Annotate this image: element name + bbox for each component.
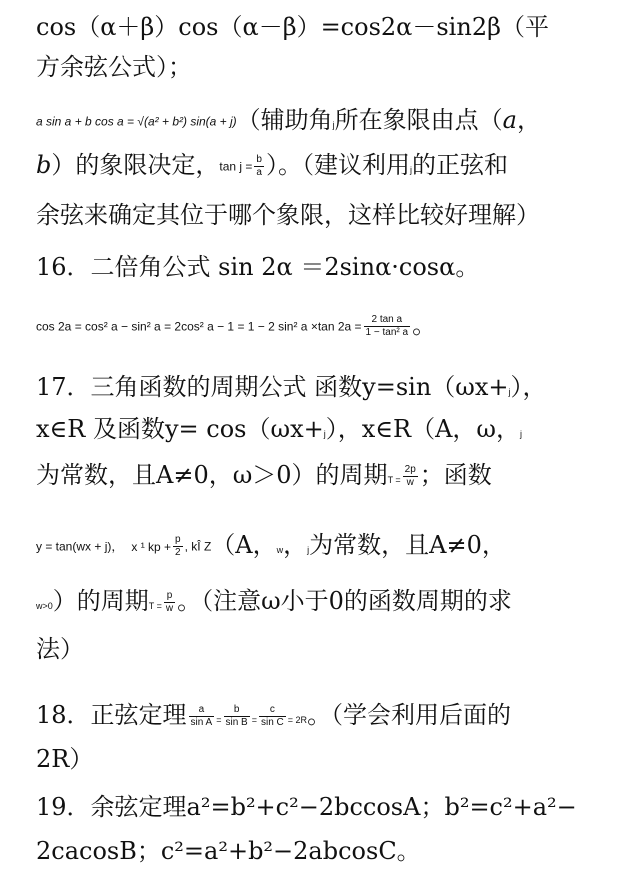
section-18: 18．正弦定理 <box>36 701 187 729</box>
comma: ， <box>516 106 541 134</box>
period-mark: 。 <box>412 311 437 339</box>
fraction-c-sinC <box>259 704 286 729</box>
equals-2R: = 2R <box>287 715 308 725</box>
text: 为常数，且A≠0， <box>309 531 506 559</box>
comma: ， <box>283 531 308 559</box>
omega-condition: w>0 <box>36 601 53 611</box>
numerator: 2p <box>404 464 416 475</box>
fraction-pi-w <box>164 590 175 615</box>
line-7 <box>36 308 632 342</box>
denominator: 2 <box>175 547 181 558</box>
text: 2cacosB；c²=a²+b²−2abcosC。 <box>36 837 421 865</box>
denominator: 1 − tan² a <box>365 327 409 338</box>
text: 。（注意ω小于0的函数周期的求 <box>177 587 512 615</box>
note-text: 的正弦和 <box>411 151 508 179</box>
note-open: （辅助角 <box>236 106 333 134</box>
denominator: sin A <box>190 717 213 728</box>
line-10 <box>36 458 632 497</box>
line-1 <box>36 10 632 44</box>
auxiliary-angle-formula: a sin a + b cos a = √(a² + b²) sin(a + j) <box>36 114 237 129</box>
numerator: a <box>189 704 215 717</box>
var-b: b <box>36 151 52 179</box>
text: 法） <box>36 635 84 663</box>
section-16: 16．二倍角公式 sin 2α ＝2sinα·cosα。 <box>36 253 480 281</box>
text: ）的周期 <box>52 587 149 615</box>
fraction-tan2a <box>364 314 411 339</box>
product-formula: cos（α＋β）cos（α－β）=cos2α－sin2β（平 <box>36 13 549 41</box>
fraction-b-sinB <box>224 704 250 729</box>
line-2 <box>36 50 632 84</box>
fraction-a-sinA <box>189 704 215 729</box>
text: 。（学会利用后面的 <box>307 701 512 729</box>
line-11 <box>36 528 632 567</box>
line-16 <box>36 790 632 824</box>
note-text: ）。（建议利用 <box>265 151 410 179</box>
text: ；函数 <box>419 461 492 489</box>
note-text: 余弦来确定其位于哪个象限，这样比较好理解） <box>36 201 540 229</box>
fraction-pi-2 <box>173 534 183 559</box>
section-19: 19．余弦定理a²=b²+c²−2bccosA；b²=c²+a²− <box>36 793 577 821</box>
note-text: ）的象限决定， <box>51 151 220 179</box>
line-9 <box>36 412 632 451</box>
numerator: b <box>224 704 250 717</box>
line-8 <box>36 370 632 409</box>
formula-name: 方余弦公式）； <box>36 53 192 81</box>
text: （A， <box>211 531 277 559</box>
line-15 <box>36 742 632 776</box>
text: 2R） <box>36 745 94 773</box>
line-3 <box>36 103 632 142</box>
line-12 <box>36 584 632 623</box>
phi-symbol: j <box>520 429 522 439</box>
numerator: c <box>259 704 286 717</box>
numerator: 2 tan a <box>364 314 411 327</box>
line-17 <box>36 834 632 868</box>
phi-symbol: j <box>409 165 412 175</box>
line-5 <box>36 198 632 232</box>
numerator: p <box>164 590 175 603</box>
denominator: w <box>165 603 174 614</box>
numerator: b <box>256 154 262 165</box>
line-14: 18．正弦定理 $\frac{a}{\text{sin A}}$ = $\frac{b}{\text{sin B}}$ = $\frac{c}{\text{sin C}}$ = 2R。（学会利用后面的 <box>36 701 512 729</box>
text: ）， <box>510 373 547 401</box>
domain-condition: , kÎ Z <box>184 539 212 554</box>
text: ），x∈R（A，ω， <box>325 415 520 443</box>
text: 为常数，且A≠0，ω＞0）的周期 <box>36 461 388 489</box>
phi-symbol: j <box>332 120 335 130</box>
denominator: sin B <box>225 717 248 728</box>
note-text: 所在象限由点（ <box>334 106 503 134</box>
domain-condition: x ¹ kp + <box>131 539 172 554</box>
period-T: T = <box>148 601 162 611</box>
fraction-b-a <box>254 154 264 179</box>
fraction-2pi-w <box>403 464 418 489</box>
denominator: sin C <box>261 717 284 728</box>
phi-symbol: j <box>323 429 326 439</box>
phi-symbol: j <box>307 545 310 555</box>
period-T: T = <box>387 475 401 485</box>
line-6 <box>36 250 632 284</box>
var-a: a <box>502 106 517 134</box>
denominator: a <box>256 167 262 178</box>
denominator: w <box>406 477 414 488</box>
omega-symbol: w <box>276 545 284 555</box>
double-angle-formulas: cos 2a = cos² a − sin² a = 2cos² a − 1 = 1 − 2 sin² a ×tan 2a = <box>36 319 362 334</box>
phi-symbol: j <box>508 387 511 397</box>
tan-phi: tan j = <box>219 159 253 174</box>
numerator: p <box>175 534 181 545</box>
line-13 <box>36 632 632 666</box>
line-4 <box>36 148 632 187</box>
tan-function: y = tan(wx + j)， <box>36 539 124 554</box>
text: x∈R 及函数y= cos（ωx+ <box>36 415 324 443</box>
section-17: 17．三角函数的周期公式 函数y=sin（ωx+ <box>36 373 509 401</box>
